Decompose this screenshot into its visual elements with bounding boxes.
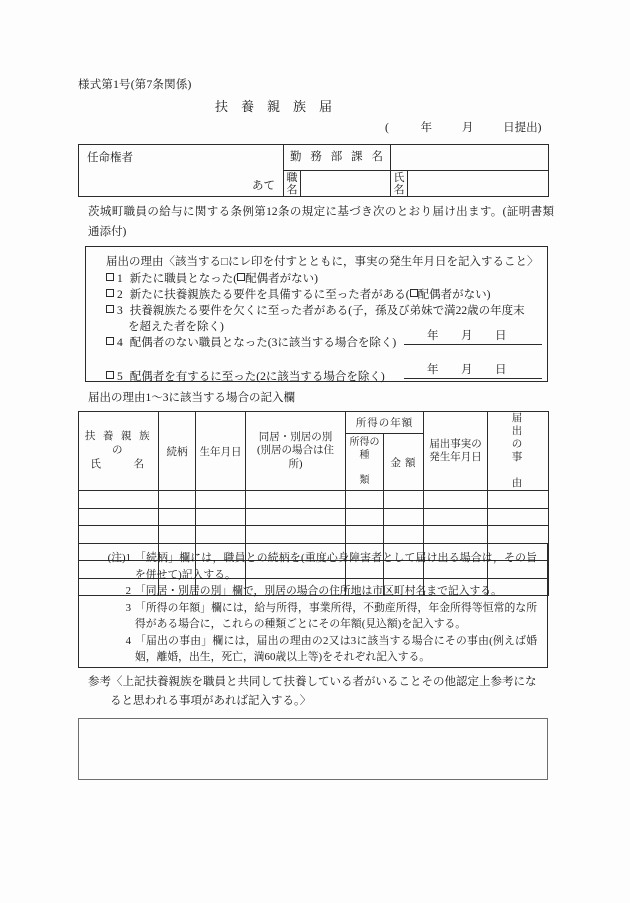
submit-year-label: 年 [420,122,433,134]
notes-box [78,543,548,668]
col-dependent-name [79,412,159,491]
cell-reason[interactable] [488,491,549,509]
reference-line1: 参考〈上記扶養親族を職員と共同して扶養している者がいることその他認定上参考にな [88,676,537,688]
reason-text: 扶養親族たる要件を欠くに至った者がある(子，孫及び弟妹で満22歳の年度末 [129,305,525,317]
note-item-2 [89,583,537,600]
person-name-label [391,171,408,197]
checkbox-icon[interactable] [106,289,114,297]
declaration-text: 茨城町職員の給与に関する条例第12条の規定に基づき次のとおり届け出ます。(証明書類 通添付) [88,206,566,238]
department-value-field[interactable] [391,145,549,171]
event-date-line-2[interactable] [404,361,542,379]
col-reason [488,412,549,491]
cell-birthdate[interactable] [196,491,246,509]
reference-note [88,673,548,711]
paren-open: ( [385,122,389,134]
name-label-line1: 氏 [393,172,405,184]
year-label: 年 [427,330,439,342]
cell-reason[interactable] [488,526,549,544]
checkbox-icon[interactable] [106,305,114,313]
col-income-kind-line1: 所得の [349,437,380,449]
col-annual-income: 所得の年額 [346,412,424,434]
reason-item-2[interactable] [106,287,536,303]
note-marker: 4 [125,634,131,647]
day-label: 日 [495,330,507,342]
cell-reason[interactable] [488,508,549,526]
col-event-date-line1: 届出事実の [429,439,482,450]
cell-cohabitation[interactable] [246,491,346,509]
notes-list [89,550,537,666]
col-name-line2 [83,458,154,472]
note-text: 「同居・別居の別」欄で，別居の場合の住所地は市区町村名まで記入する。 [135,585,502,597]
reason-box [85,246,548,382]
reason-number: 2 [117,289,123,301]
note-item-3 [89,600,537,633]
cell-event-date[interactable] [424,491,488,509]
cell-income-kind[interactable] [346,526,384,544]
cell-relation[interactable] [159,526,196,544]
col-cohab-line1: 同居・別居の別 [258,431,333,443]
cell-name[interactable] [79,526,159,544]
col-relation: 続柄 [159,412,196,491]
post-label-line1: 職 [286,172,298,184]
reason-text-after: 配偶者がない) [417,289,491,301]
cell-income-amount[interactable] [384,508,424,526]
reference-line2: ると思われる事項があれば記入する。〉 [110,695,312,707]
cell-name[interactable] [79,491,159,509]
reason-heading: 届出の理由〈該当する□にレ印を付すとともに，事実の発生年月日を記入すること〉 [106,256,539,268]
reason-item-1[interactable] [106,271,536,287]
col-income-amount: 金額 [384,434,424,491]
cell-relation[interactable] [159,491,196,509]
submit-month-label: 月 [461,122,474,134]
name-label-line2: 名 [393,183,405,196]
col-event-date-line2: 発生年月日 [429,452,482,463]
note-marker: 3 [125,601,131,614]
reason-number: 5 [117,371,123,383]
reason-text: 配偶者のない職員となった(3に該当する場合を除く) [129,337,397,349]
col-cohabitation [246,412,346,491]
checkbox-icon[interactable] [106,273,114,281]
post-title-value-field[interactable] [301,171,391,197]
reason-text-line2: を超えた者を除く) [128,321,224,333]
cell-income-kind[interactable] [346,508,384,526]
cell-event-date[interactable] [424,508,488,526]
cell-birthdate[interactable] [196,526,246,544]
table-header-row [79,412,549,434]
note-item-1 [89,550,537,583]
reason-number: 4 [117,337,123,349]
col-reason-line1: 届 出 の [511,413,525,450]
note-marker: 2 [125,585,131,597]
reason-text: 配偶者を有するに至った(2に該当する場合を除く) [129,371,385,383]
person-name-value-field[interactable] [408,171,549,197]
note-text: 「所得の年額」欄には，給与所得，事業所得，不動産所得，年金所得等恒常的な所得がある場合に，これらの種類ごとにその年額(見込額)を記入する。 [135,601,537,630]
appointer-label: 任命権者 [87,152,133,164]
table-row [79,526,549,544]
reason-text: 新たに扶養親族たる要件を具備するに至った者がある( [129,289,410,301]
cell-income-amount[interactable] [384,491,424,509]
col-income-kind [346,434,384,491]
col-name-surname: 氏 [90,459,104,470]
cell-name[interactable] [79,508,159,526]
checkbox-icon[interactable] [410,289,418,297]
note-item-4 [89,633,537,666]
submission-date-line [385,119,541,135]
year-label: 年 [427,364,439,376]
checkbox-icon[interactable] [106,371,114,379]
submit-day-label: 日提出) [503,122,542,134]
cell-birthdate[interactable] [196,508,246,526]
table-row [79,508,549,526]
note-marker: (注)1 [107,552,131,564]
col-birthdate: 生年月日 [196,412,246,491]
cell-income-amount[interactable] [384,526,424,544]
ate-label: あて [252,180,275,192]
cell-relation[interactable] [159,508,196,526]
day-label: 日 [495,364,507,376]
month-label: 月 [461,330,473,342]
col-cohab-line2: (別居の場合は住 [257,445,334,457]
event-date-line-1[interactable] [404,327,542,345]
reason-number: 3 [117,305,123,317]
table-row [79,145,549,171]
cell-cohabitation[interactable] [246,508,346,526]
col-name-given: 名 [133,459,147,470]
cell-event-date[interactable] [424,526,488,544]
reason-text-after: 配偶者がない) [245,273,318,285]
note-text: 「続柄」欄には，職員との続柄を(重度心身障害者として届け出る場合は，その旨を併せて)記入する。 [135,552,537,581]
post-title-label [284,171,301,197]
cell-income-kind[interactable] [346,491,384,509]
department-label: 勤 務 部 課 名 [284,145,391,171]
reason-text: 新たに職員となった( [129,273,238,285]
page-title: 扶養親族届 [215,99,346,114]
checkbox-icon[interactable] [237,273,245,281]
col-reason-line2: 事 由 [511,452,525,489]
reason-number: 1 [117,273,123,285]
col-cohab-line3: 所) [288,458,303,470]
table-row [79,491,549,509]
section-caption: 届出の理由1～3に該当する場合の記入欄 [88,392,295,404]
checkbox-icon[interactable] [106,337,114,345]
note-text: 「届出の事由」欄には，届出の理由の2又は3に該当する場合にその事由(例えば婚姻，離婚，出生，死亡，満60歳以上等)をそれぞれ記入する。 [135,634,537,663]
col-event-date [424,412,488,491]
appointer-cell [79,145,284,197]
month-label: 月 [461,364,473,376]
reference-free-text-box[interactable] [78,718,548,780]
col-name-line1: 扶 養 親 族 の [84,431,153,456]
cell-cohabitation[interactable] [246,526,346,544]
form-number: 様式第1号(第7条関係) [78,79,192,91]
col-income-kind-line2: 種 類 [359,449,370,486]
post-label-line2: 名 [286,183,298,196]
appointer-table [78,144,549,197]
